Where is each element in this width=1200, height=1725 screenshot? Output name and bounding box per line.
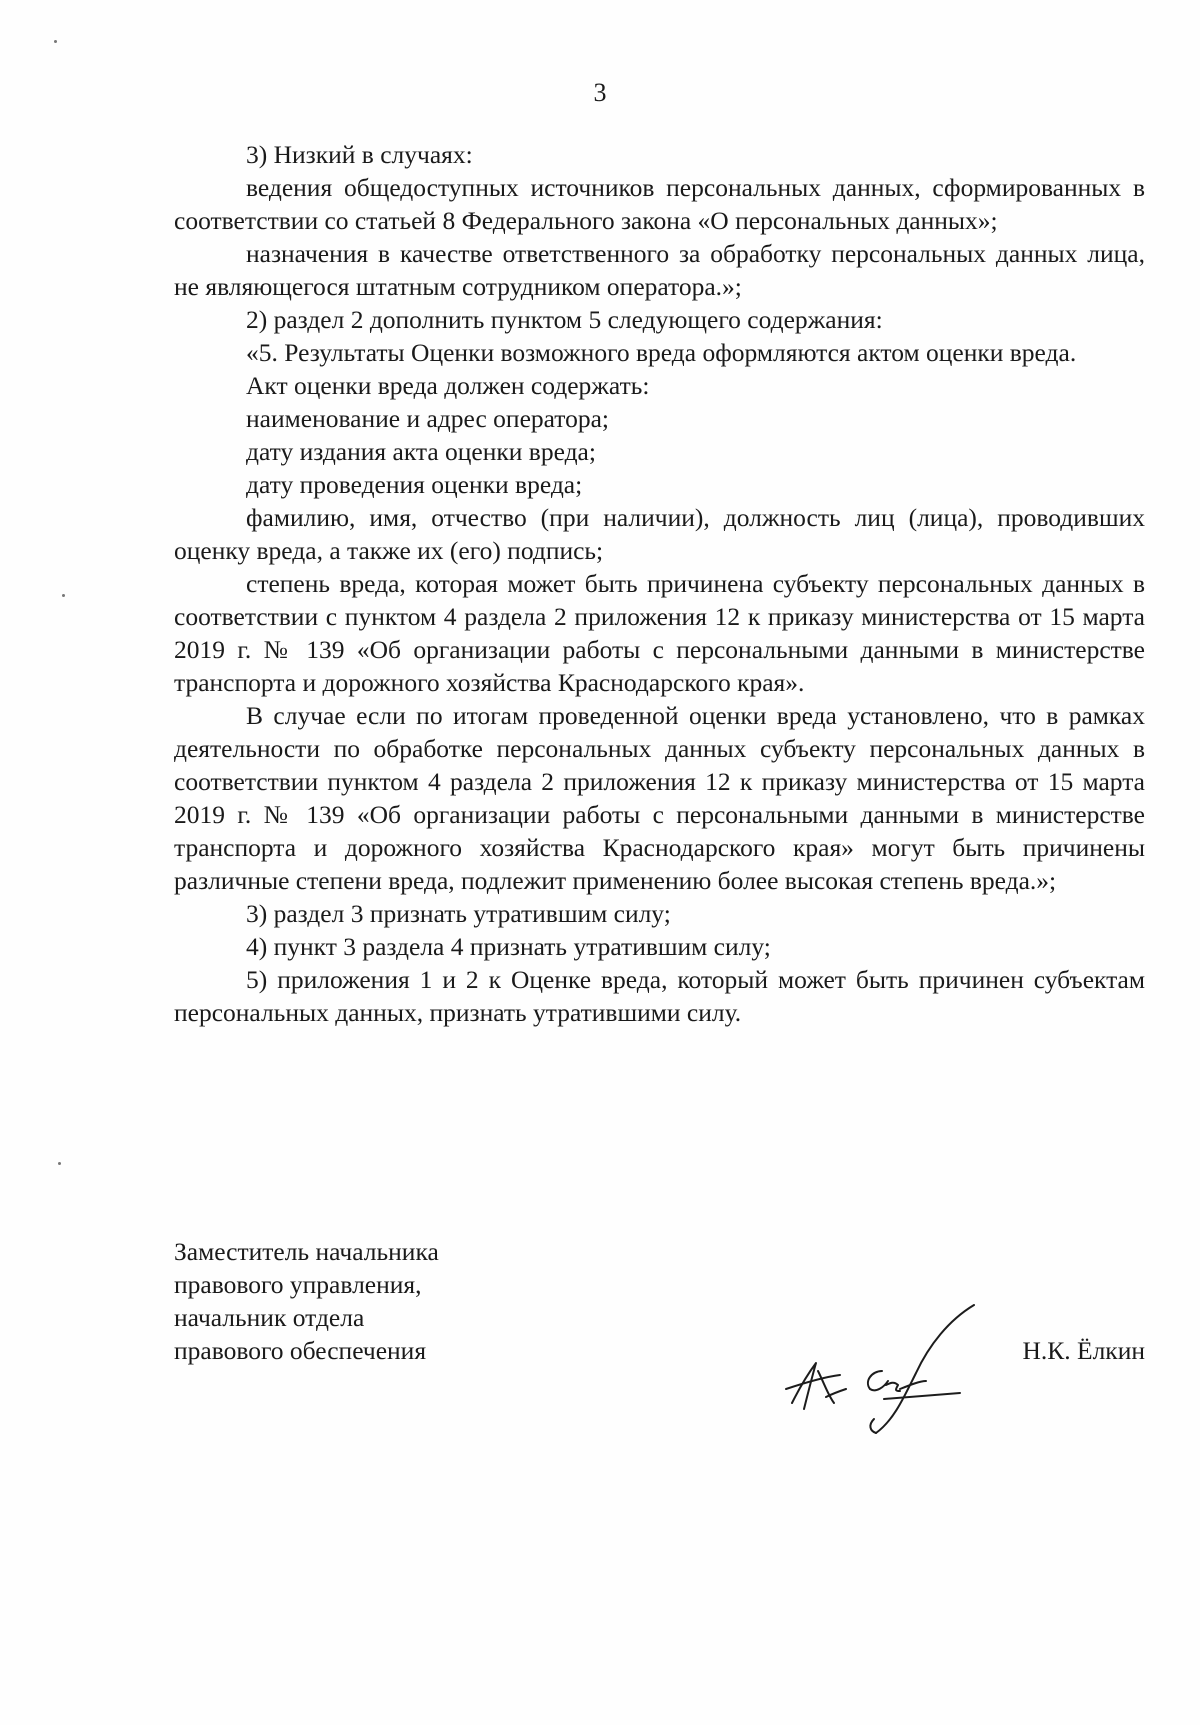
- signer-position: [174, 1235, 439, 1367]
- scan-speck: [58, 1162, 61, 1165]
- paragraph: наименование и адрес оператора;: [246, 404, 610, 433]
- scan-speck: [62, 594, 65, 597]
- paragraph: степень вреда, которая может быть причинена субъекту персональных данных в соответствии с пунктом 4 раздела 2 приложения 12 к приказу министерства от 15 марта 2019 г. № 139 «Об организации работы с персональными данными в министерстве транспорта и дорожного хозяйства Краснодарского края».: [174, 569, 1145, 697]
- handwritten-signature-icon: [764, 1285, 984, 1435]
- paragraph: ведения общедоступных источников персональных данных, сформированных в соответствии со статьей 8 Федерального закона «О персональных данных»;: [174, 173, 1145, 235]
- paragraph: дату проведения оценки вреда;: [246, 470, 583, 499]
- position-line: Заместитель начальника: [174, 1237, 439, 1266]
- position-line: правового управления,: [174, 1270, 422, 1299]
- paragraph: 5) приложения 1 и 2 к Оценке вреда, который может быть причинен субъектам персональных данных, признать утратившими силу.: [174, 965, 1145, 1027]
- signer-name: Н.К. Ёлкин: [1022, 1336, 1145, 1365]
- page-number: 3: [593, 78, 607, 107]
- document-body: [174, 138, 1145, 1029]
- paragraph: 3) раздел 3 признать утратившим силу;: [246, 899, 671, 928]
- paragraph: дату издания акта оценки вреда;: [246, 437, 596, 466]
- paragraph: 4) пункт 3 раздела 4 признать утратившим силу;: [246, 932, 771, 961]
- position-line: начальник отдела: [174, 1303, 365, 1332]
- paragraph: назначения в качестве ответственного за обработку персональных данных лица, не являющегося штатным сотрудником оператора.»;: [174, 239, 1145, 301]
- paragraph: фамилию, имя, отчество (при наличии), должность лиц (лица), проводивших оценку вреда, а также их (его) подпись;: [174, 503, 1145, 565]
- paragraph: 3) Низкий в случаях:: [246, 140, 473, 169]
- paragraph: 2) раздел 2 дополнить пунктом 5 следующего содержания:: [246, 305, 883, 334]
- paragraph: «5. Результаты Оценки возможного вреда оформляются актом оценки вреда.: [246, 338, 1077, 367]
- scan-speck: [54, 40, 57, 43]
- paragraph: В случае если по итогам проведенной оценки вреда установлено, что в рамках деятельности по обработке персональных данных субъекту персональных данных в соответствии пунктом 4 раздела 2 приложения 12 к приказу министерства от 15 марта 2019 г. № 139 «Об организации работы с персональными данными в министерстве транспорта и дорожного хозяйства Краснодарского края» могут быть причинены различные степени вреда, подлежит применению более высокая степень вреда.»;: [174, 701, 1145, 895]
- position-line: правового обеспечения: [174, 1336, 427, 1365]
- paragraph: Акт оценки вреда должен содержать:: [246, 371, 650, 400]
